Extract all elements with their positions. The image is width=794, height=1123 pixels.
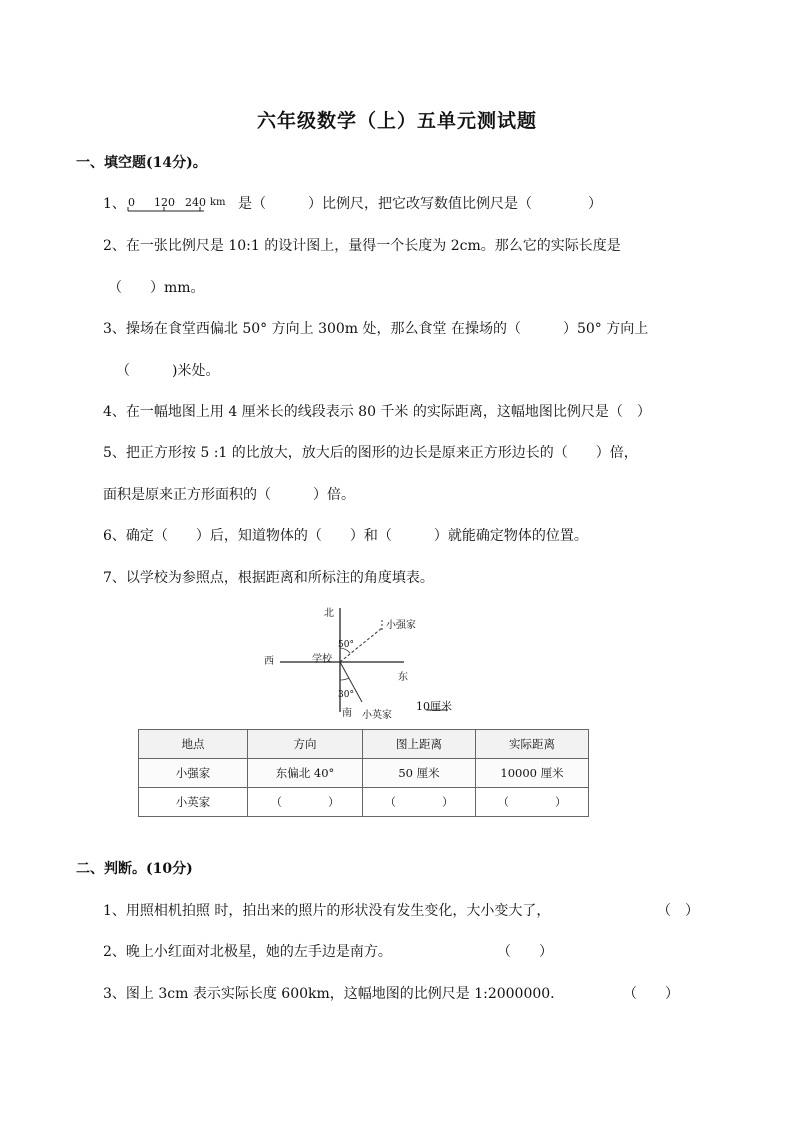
question-4: 4、在一幅地图上用 4 厘米长的线段表示 80 千米 的实际距离，这幅地图比例尺是（ ）: [103, 404, 651, 420]
direction-diagram: [258, 602, 458, 720]
xiaoying-home-label: 小英家: [362, 710, 392, 721]
table-header: 实际距离: [476, 730, 589, 759]
answer-blank[interactable]: （ ）: [363, 788, 476, 817]
question-2-line-1: 2、在一张比例尺是 10:1 的设计图上，量得一个长度为 2cm。那么它的实际长度是: [103, 238, 621, 254]
diagram-scale-label: 10厘米: [416, 700, 452, 713]
south-label: 南: [342, 708, 352, 719]
section-2-heading: 二、判断。(10分): [76, 861, 193, 877]
question-3-line-1: 3、操场在食堂西偏北 50° 方向上 300m 处，那么食堂 在操场的（ ）50° 方向上: [103, 321, 649, 337]
question-1: [103, 193, 126, 213]
question-3-line-2: （ )米处。: [116, 363, 220, 379]
answer-blank[interactable]: （ ）: [476, 788, 589, 817]
question-5-line-1: 5、把正方形按 5 :1 的比放大，放大后的图形的边长是原来正方形边长的（ ）倍，: [103, 445, 638, 461]
question-1-text: 是（ ）比例尺，把它改写数值比例尺是（ ）: [238, 196, 602, 212]
scale-bar: [124, 194, 236, 214]
answer-blank[interactable]: （ ）: [248, 788, 363, 817]
judgement-2-answer[interactable]: （ ）: [497, 944, 553, 960]
west-label: 西: [264, 656, 274, 667]
scale-tick-120: 120: [154, 196, 175, 209]
east-label: 东: [398, 672, 408, 683]
angle-30-label: 30°: [338, 690, 354, 700]
question-7: 7、以学校为参照点，根据距离和所标注的角度填表。: [103, 570, 434, 586]
judgement-3: 3、图上 3cm 表示实际长度 600km，这幅地图的比例尺是 1:2000000.: [103, 986, 555, 1002]
judgement-1-answer[interactable]: （ ）: [657, 903, 699, 919]
table-header: 图上距离: [363, 730, 476, 759]
table-cell: 东偏北 40°: [248, 759, 363, 788]
question-5-line-2: 面积是原来正方形面积的（ ）倍。: [103, 487, 355, 503]
table-cell: 10000 厘米: [476, 759, 589, 788]
distance-table: [138, 729, 589, 817]
north-label: 北: [324, 608, 334, 619]
angle-50-label: 50°: [338, 640, 354, 650]
school-label: 学校: [312, 654, 332, 665]
table-cell: 小强家: [139, 759, 248, 788]
line-scale: [124, 194, 236, 214]
scale-tick-0: 0: [128, 196, 135, 209]
question-1-number: 1、: [103, 196, 126, 212]
table-cell: 50 厘米: [363, 759, 476, 788]
table-header-row: [139, 730, 589, 759]
xiaoqiang-home-label: 小强家: [386, 620, 416, 631]
question-6: 6、确定（ ）后，知道物体的（ ）和（ ）就能确定物体的位置。: [103, 528, 588, 544]
judgement-3-answer[interactable]: （ ）: [623, 986, 679, 1002]
scale-unit: km: [210, 197, 226, 208]
scale-tick-240: 240: [185, 196, 206, 209]
section-1-heading: 一、填空题(14分)。: [76, 155, 207, 171]
table-row: [139, 759, 589, 788]
table-row: [139, 788, 589, 817]
judgement-2: 2、晚上小红面对北极星，她的左手边是南方。: [103, 944, 392, 960]
table-cell: 小英家: [139, 788, 248, 817]
page-title: 六年级数学（上）五单元测试题: [256, 110, 537, 132]
table-header: 地点: [139, 730, 248, 759]
judgement-1: 1、用照相机拍照 时，拍出来的照片的形状没有发生变化，大小变大了，: [103, 903, 551, 919]
table-header: 方向: [248, 730, 363, 759]
question-2-line-2: （ ）mm。: [108, 280, 205, 296]
